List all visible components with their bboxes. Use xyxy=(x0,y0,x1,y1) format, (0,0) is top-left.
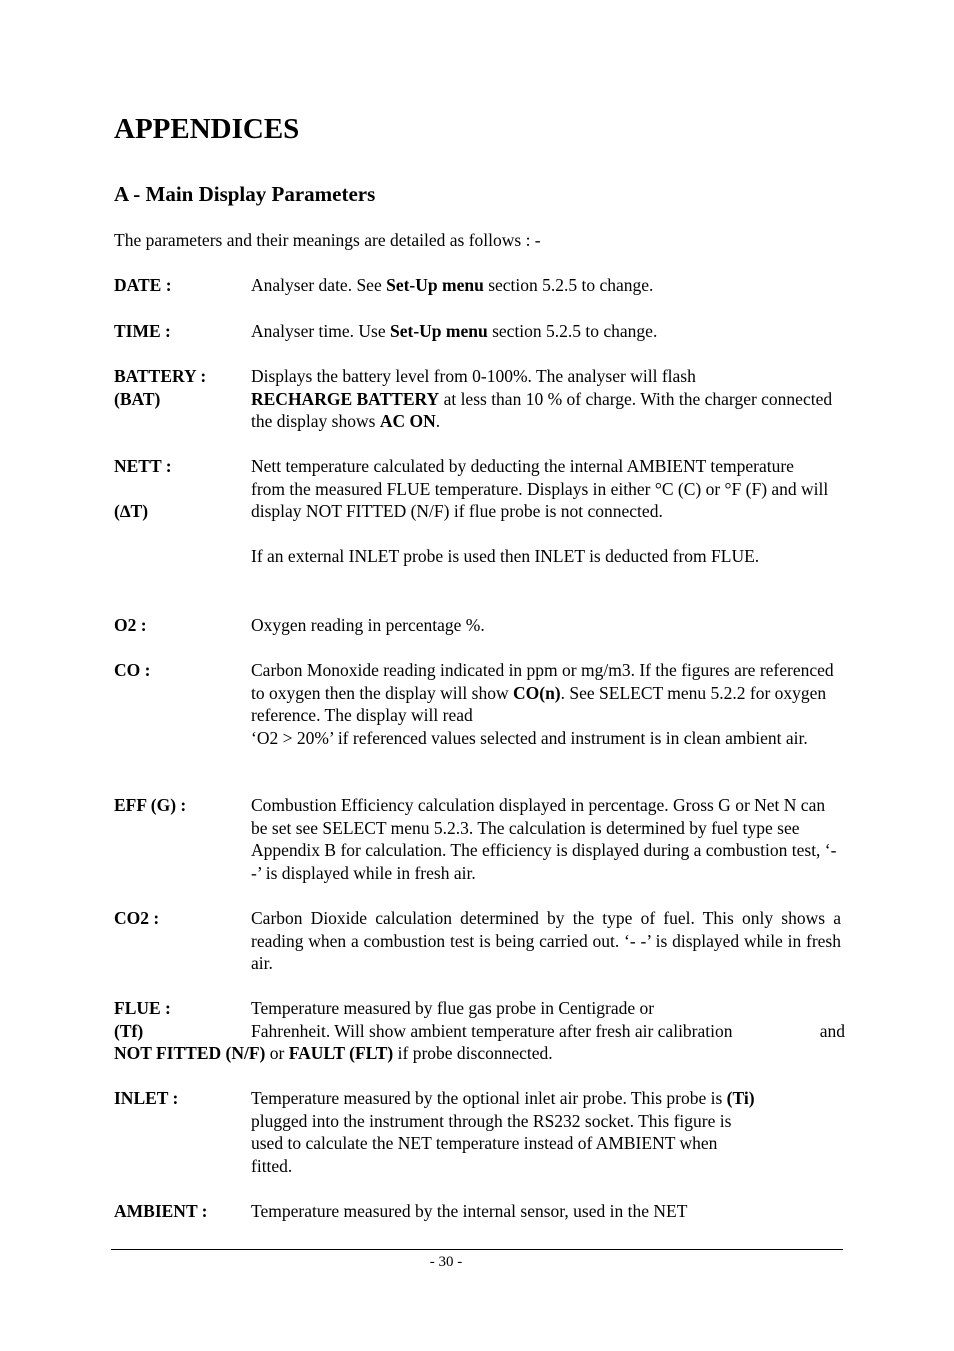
param-term: AMBIENT : xyxy=(114,1201,208,1221)
param-inlet xyxy=(114,1087,841,1177)
param-eff xyxy=(114,794,841,884)
param-co xyxy=(114,659,841,749)
param-nett xyxy=(114,455,841,568)
param-description: Temperature measured by flue gas probe in Centigrade or Fahrenheit. Will show ambient temperature after fresh air calibration and xyxy=(251,998,845,1041)
param-time xyxy=(114,320,841,343)
section-title: A - Main Display Parameters xyxy=(114,182,376,206)
param-ambient xyxy=(114,1200,841,1223)
param-term: EFF (G) : xyxy=(114,795,187,815)
param-flue xyxy=(114,997,845,1065)
footer-divider xyxy=(111,1249,843,1250)
param-term: CO : xyxy=(114,660,151,680)
param-description: Combustion Efficiency calculation displayed in percentage. Gross G or Net N can be set see SELECT menu 5.2.3. The calculation is determined by fuel type see Appendix B for calculation. The efficiency is displayed during a combustion test, ‘- -’ is displayed while in fresh air. xyxy=(251,795,837,883)
param-term: FLUE : (Tf) xyxy=(114,998,171,1041)
param-description: Analyser time. Use Set-Up menu section 5.2.5 to change. xyxy=(251,321,658,341)
param-term: NETT : (∆T) xyxy=(114,456,172,521)
param-date xyxy=(114,274,841,297)
param-description: Carbon Monoxide reading indicated in ppm or mg/m3. If the figures are referenced to oxygen then the display will show CO(n). See SELECT menu 5.2.2 for oxygen reference. The display will read ‘O2 > 20%’ if referenced values selected and instrument is in clean ambient air. xyxy=(251,660,834,748)
param-description: Carbon Dioxide calculation determined by the type of fuel. This only shows a reading when a combustion test is being carried out. ‘- -’ is displayed while in fresh air. xyxy=(251,908,841,973)
param-o2 xyxy=(114,614,841,637)
page-title: APPENDICES xyxy=(114,113,300,145)
param-description: Nett temperature calculated by deducting the internal AMBIENT temperature from the measured FLUE temperature. Displays in either °C (C) or °F (F) and will display NOT FITTED (N/F) if flue probe is not connected. If an external INLET probe is used then INLET is deducted from FLUE. xyxy=(251,456,829,566)
param-term: TIME : xyxy=(114,321,171,341)
param-description-continued: NOT FITTED (N/F) or FAULT (FLT) if probe disconnected. xyxy=(114,1043,553,1063)
param-description: Temperature measured by the internal sensor, used in the NET xyxy=(251,1201,688,1221)
param-term: CO2 : xyxy=(114,908,160,928)
param-term: BATTERY : (BAT) xyxy=(114,366,207,409)
param-term: DATE : xyxy=(114,275,172,295)
param-term: O2 : xyxy=(114,615,147,635)
param-description: Displays the battery level from 0-100%. The analyser will flash RECHARGE BATTERY at less than 10 % of charge. With the charger connected the display shows AC ON. xyxy=(251,366,833,431)
param-battery xyxy=(114,365,841,433)
param-term: INLET : xyxy=(114,1088,179,1108)
param-description: Temperature measured by the optional inlet air probe. This probe is (Ti) plugged into the instrument through the RS232 socket. This figure is used to calculate the NET temperature instead of AMBIENT when fitted. xyxy=(251,1088,755,1176)
param-description: Oxygen reading in percentage %. xyxy=(251,615,485,635)
param-co2 xyxy=(114,907,841,975)
param-description: Analyser date. See Set-Up menu section 5.2.5 to change. xyxy=(251,275,654,295)
page-number: - 30 - xyxy=(429,1254,463,1270)
intro-paragraph: The parameters and their meanings are detailed as follows : - xyxy=(114,230,541,250)
